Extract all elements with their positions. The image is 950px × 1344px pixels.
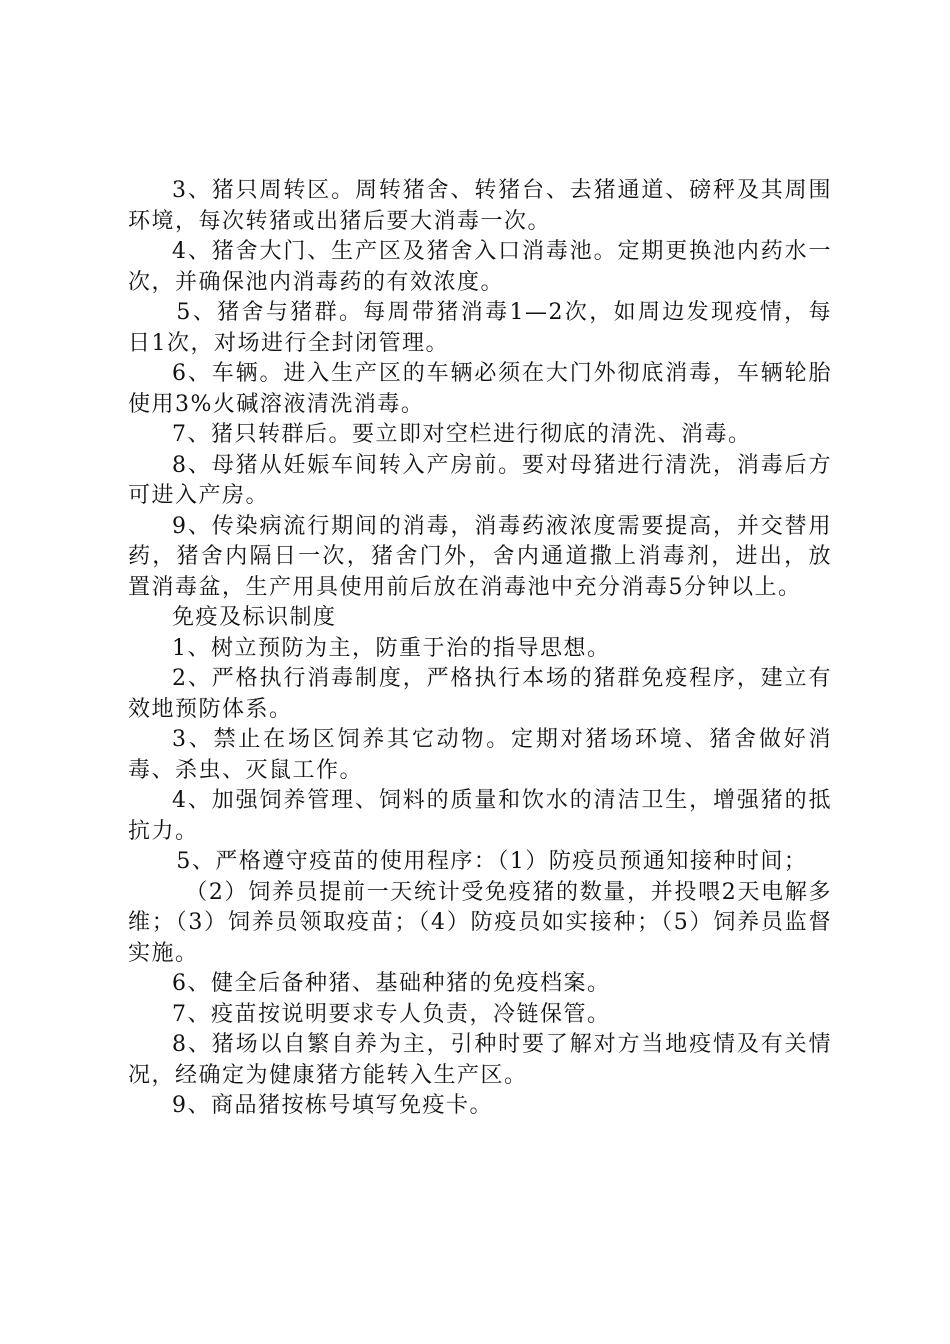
paragraph: 9、商品猪按栋号填写免疫卡。 bbox=[172, 1093, 493, 1118]
paragraph: 9、传染病流行期间的消毒，消毒药液浓度需要提高，并交替用药，猪舍内隔日一次，猪舍门外，舍内通道撒上消毒剂，进出，放置消毒盆，生产用具使用前后放在消毒池中充分消毒5分钟以上。 bbox=[128, 513, 832, 600]
paragraph: 5、严格遵守疫苗的使用程序：（1）防疫员预通知接种时间； bbox=[176, 849, 808, 874]
section-heading: 免疫及标识制度 bbox=[172, 605, 337, 630]
paragraph: 3、猪只周转区。周转猪舍、转猪台、去猪通道、磅秤及其周围环境，每次转猪或出猪后要大消毒一次。 bbox=[128, 178, 832, 234]
paragraph: 7、猪只转群后。要立即对空栏进行彻底的清洗、消毒。 bbox=[172, 422, 752, 447]
paragraph: 7、疫苗按说明要求专人负责，冷链保管。 bbox=[172, 1001, 611, 1027]
paragraph: 6、健全后备种猪、基础种猪的免疫档案。 bbox=[172, 971, 611, 996]
paragraph: 5、猪舍与猪群。每周带猪消毒1—2次，如周边发现疫情，每日1次，对场进行全封闭管理。 bbox=[128, 300, 832, 356]
paragraph: 2、严格执行消毒制度，严格执行本场的猪群免疫程序，建立有效地预防体系。 bbox=[128, 666, 832, 722]
paragraph: 8、母猪从妊娠车间转入产房前。要对母猪进行清洗，消毒后方可进入产房。 bbox=[128, 452, 832, 508]
paragraph: （2）饲养员提前一天统计受免疫猪的数量，并投喂2天电解多维；（3）饲养员领取疫苗；（4）防疫员如实接种；（5）饲养员监督实施。 bbox=[128, 879, 832, 966]
paragraph: 3、禁止在场区饲养其它动物。定期对猪场环境、猪舍做好消毒、杀虫、灭鼠工作。 bbox=[128, 727, 832, 783]
paragraph: 6、车辆。进入生产区的车辆必须在大门外彻底消毒，车辆轮胎使用3%火碱溶液清洗消毒。 bbox=[128, 361, 832, 417]
document-body bbox=[128, 176, 832, 1122]
paragraph: 1、树立预防为主，防重于治的指导思想。 bbox=[172, 635, 611, 661]
paragraph: 4、加强饲养管理、饲料的质量和饮水的清洁卫生，增强猪的抵抗力。 bbox=[128, 788, 832, 844]
paragraph: 4、猪舍大门、生产区及猪舍入口消毒池。定期更换池内药水一次，并确保池内消毒药的有效浓度。 bbox=[128, 239, 832, 295]
paragraph: 8、猪场以自繁自养为主，引种时要了解对方当地疫情及有关情况，经确定为健康猪方能转入生产区。 bbox=[128, 1032, 832, 1088]
